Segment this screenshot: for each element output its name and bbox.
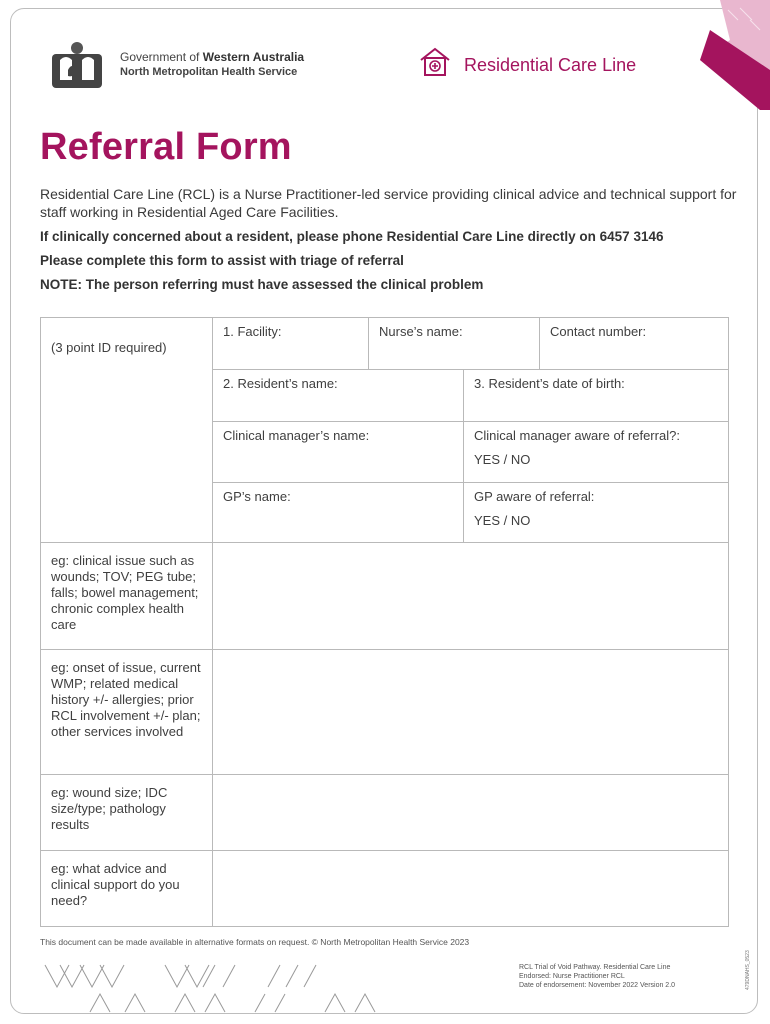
referral-table xyxy=(40,317,729,927)
assessment-hint-cell xyxy=(41,775,213,851)
history-input[interactable] xyxy=(213,650,729,775)
resident-dob-label: 3. Resident’s date of birth: xyxy=(474,376,625,391)
history-hint-cell xyxy=(41,650,213,775)
advice-hint-cell xyxy=(41,851,213,927)
history-hint: eg: onset of issue, current WMP; related medical history +/- allergies; prior RCL involvement +/- plan; other services involved xyxy=(51,660,201,739)
phone-note: If clinically concerned about a resident, please phone Residential Care Line directly on 6457 3146 xyxy=(40,229,664,244)
decorative-pattern xyxy=(40,960,390,1015)
nurse-name-field[interactable] xyxy=(369,318,540,370)
decorative-ribbon xyxy=(700,0,770,110)
contact-number-field[interactable] xyxy=(540,318,729,370)
facility-field[interactable] xyxy=(213,318,369,370)
document-details xyxy=(519,963,675,990)
alt-formats-note: This document can be made available in alternative formats on request. © North Metropolitan Health Service 2023 xyxy=(40,937,470,947)
resident-dob-field[interactable] xyxy=(464,370,729,422)
endorsement-date: Date of endorsement: November 2022 Version 2.0 xyxy=(519,982,676,989)
triage-note: Please complete this form to assist with triage of referral xyxy=(40,253,404,268)
document-code: 479DNAHS_0523 xyxy=(745,950,751,990)
issue-input[interactable] xyxy=(213,543,729,650)
pathway-text: RCL Trial of Void Pathway. Residential Care Line xyxy=(519,964,671,971)
service-name: Residential Care Line xyxy=(464,55,637,75)
gp-name-field[interactable] xyxy=(213,483,464,543)
intro-text: Residential Care Line (RCL) is a Nurse Practitioner-led service providing clinical advice and technical support for staff working in Residential Aged Care Facilities. xyxy=(40,186,737,220)
clinical-manager-aware-field[interactable] xyxy=(464,422,729,483)
government-name: Government of Western Australia North Metropolitan Health Service xyxy=(120,50,305,78)
issue-hint: eg: clinical issue such as wounds; TOV; PEG tube; falls; bowel management; chronic complex health care xyxy=(51,553,199,632)
nurse-name-label: Nurse’s name: xyxy=(379,324,463,339)
id-label-cell xyxy=(41,318,213,543)
resident-name-label: 2. Resident’s name: xyxy=(223,376,338,391)
gp-aware-field[interactable] xyxy=(464,483,729,543)
clinical-manager-aware-label: Clinical manager aware of referral?: xyxy=(474,428,680,443)
page-title: Referral Form xyxy=(40,126,292,168)
clinical-manager-label: Clinical manager’s name: xyxy=(223,428,370,443)
facility-label: 1. Facility: xyxy=(223,324,282,339)
gp-aware-label: GP aware of referral: xyxy=(474,489,595,504)
advice-hint: eg: what advice and clinical support do you need? xyxy=(51,861,180,908)
gp-name-label: GP’s name: xyxy=(223,489,291,504)
issue-hint-cell xyxy=(41,543,213,650)
clinical-manager-yes-no[interactable]: YES / NO xyxy=(474,452,531,467)
gp-yes-no[interactable]: YES / NO xyxy=(474,513,531,528)
id-hint: (3 point ID required) xyxy=(51,340,167,355)
endorsed-text: Endorsed: Nurse Practitioner RCL xyxy=(519,973,625,980)
advice-input[interactable] xyxy=(213,851,729,927)
contact-number-label: Contact number: xyxy=(550,324,647,339)
resident-name-field[interactable] xyxy=(213,370,464,422)
assessment-hint: eg: wound size; IDC size/type; pathology results xyxy=(51,785,168,832)
assessment-note: NOTE: The person referring must have assessed the clinical problem xyxy=(40,277,484,292)
assessment-input[interactable] xyxy=(213,775,729,851)
wa-crest-logo xyxy=(46,40,108,92)
clinical-manager-field[interactable] xyxy=(213,422,464,483)
residential-care-home-icon xyxy=(418,46,452,78)
